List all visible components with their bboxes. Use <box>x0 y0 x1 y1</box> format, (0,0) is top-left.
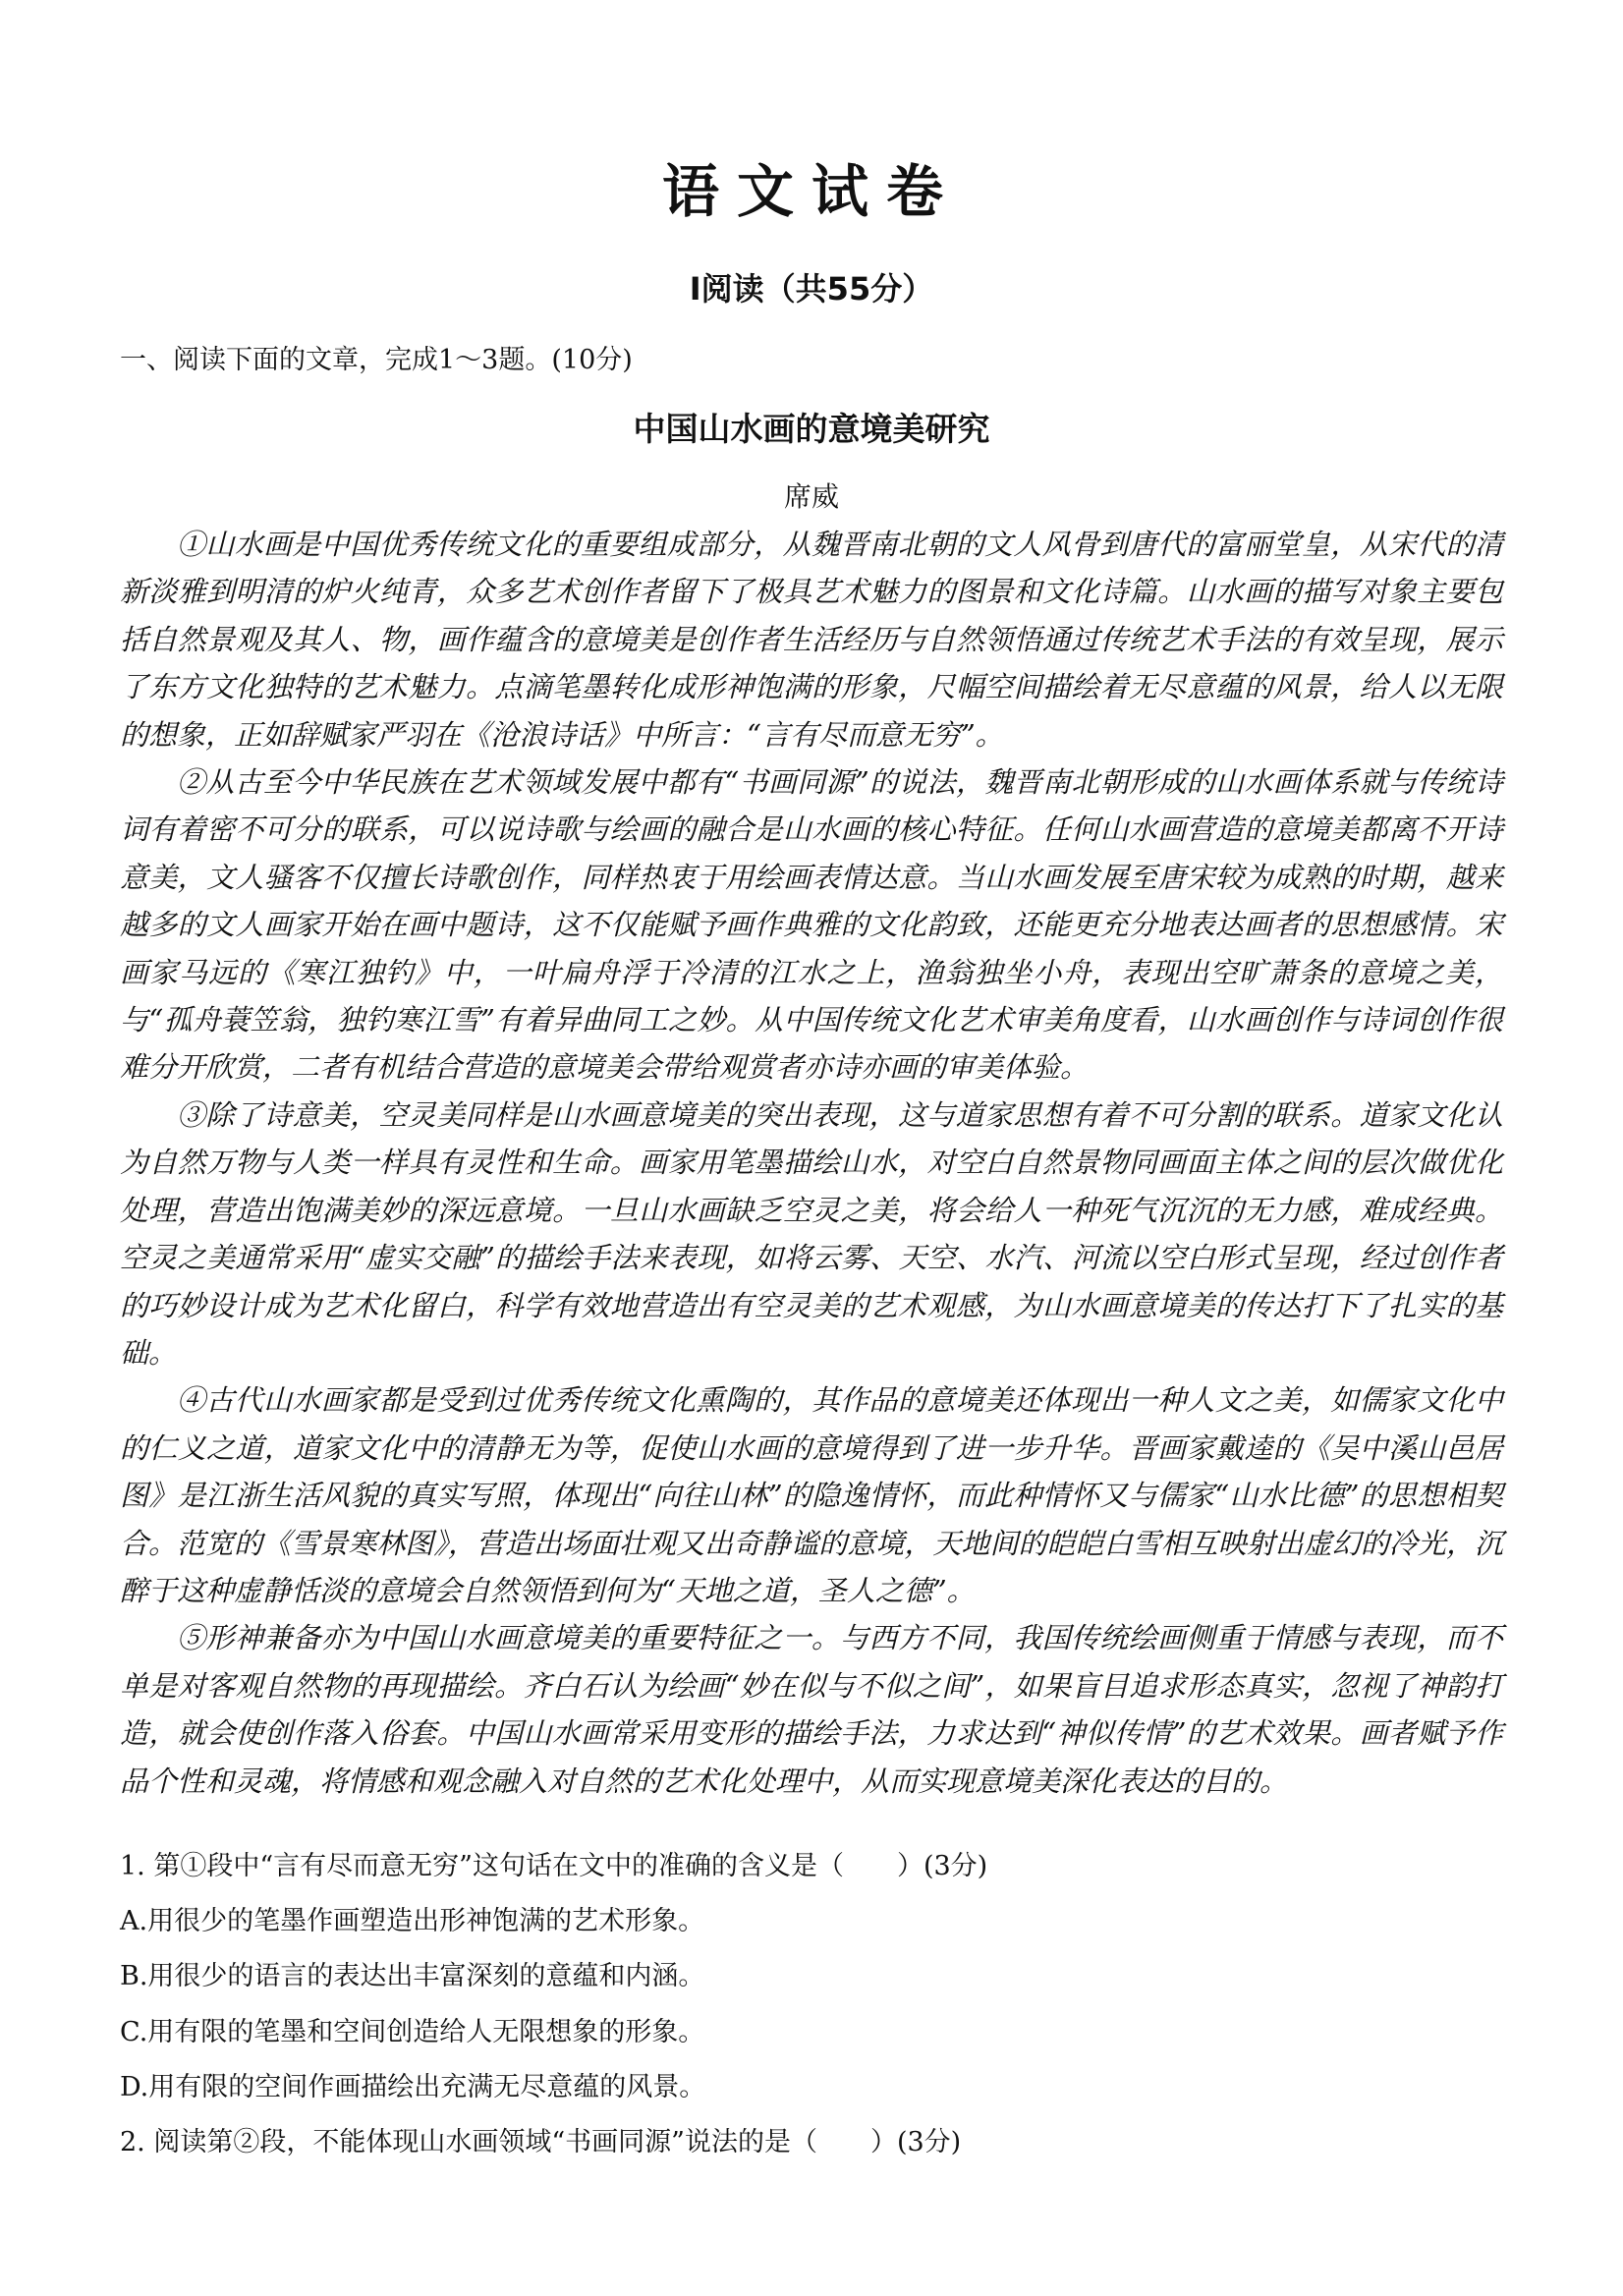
question-1-option-d: D.用有限的空间作画描绘出充满无尽意蕴的风景。 <box>120 2072 706 2102</box>
question-1-stem: 1. 第①段中“言有尽而意无穷”这句话在文中的准确的含义是（ ）(3分) <box>120 1851 988 1881</box>
question-1-option-a: A.用很少的笔墨作画塑造出形神饱满的艺术形象。 <box>120 1906 705 1936</box>
article-paragraph-4: ④古代山水画家都是受到过优秀传统文化熏陶的，其作品的意境美还体现出一种人文之美，如儒家文化中的仁义之道，道家文化中的清静无为等，促使山水画的意境得到了进一步升华。晋画家戴逵的《吴中溪山邑居图》是江浙生活风貌的真实写照，体现出“向往山林”的隐逸情怀，而此种情怀又与儒家“山水比德”的思想相契合。范宽的《雪景寒林图》，营造出场面壮观又出奇静谧的意境，天地间的皑皑白雪相互映射出虚幻的冷光，沉醉于这种虚静恬淡的意境会自然领悟到何为“天地之道，圣人之德”。 <box>120 1383 1503 1607</box>
article-author: 席威 <box>783 480 839 513</box>
question-1-option-c: C.用有限的笔墨和空间创造给人无限想象的形象。 <box>120 2017 705 2047</box>
article-paragraph-1: ①山水画是中国优秀传统文化的重要组成部分，从魏晋南北朝的文人风骨到唐代的富丽堂皇，从宋代的清新淡雅到明清的炉火纯青，众多艺术创作者留下了极具艺术魅力的图景和文化诗篇。山水画的描写对象主要包括自然景观及其人、物，画作蕴含的意境美是创作者生活经历与自然领悟通过传统艺术手法的有效呈现，展示了东方文化独特的艺术魅力。点滴笔墨转化成形神饱满的形象，尺幅空间描绘着无尽意蕴的风景，给人以无限的想象，正如辞赋家严羽在《沧浪诗话》中所言：“言有尽而意无穷”。 <box>120 528 1503 752</box>
article-paragraph-3: ③除了诗意美，空灵美同样是山水画意境美的突出表现，这与道家思想有着不可分割的联系。道家文化认为自然万物与人类一样具有灵性和生命。画家用笔墨描绘山水，对空白自然景物同画面主体之间的层次做优化处理，营造出饱满美妙的深远意境。一旦山水画缺乏空灵之美，将会给人一种死气沉沉的无力感，难成经典。空灵之美通常采用“虚实交融”的描绘手法来表现，如将云雾、天空、水汽、河流以空白形式呈现，经过创作者的巧妙设计成为艺术化留白，科学有效地营造出有空灵美的艺术观感，为山水画意境美的传达打下了扎实的基础。 <box>120 1097 1503 1370</box>
question-1-option-b: B.用很少的语言的表达出丰富深刻的意蕴和内涵。 <box>120 1961 705 1991</box>
article-body <box>120 521 1503 1805</box>
question-2-stem: 2. 阅读第②段，不能体现山水画领域“书画同源”说法的是（ ）(3分) <box>120 2127 962 2157</box>
article-paragraph-2: ②从古至今中华民族在艺术领域发展中都有“书画同源”的说法，魏晋南北朝形成的山水画体系就与传统诗词有着密不可分的联系，可以说诗歌与绘画的融合是山水画的核心特征。任何山水画营造的意境美都离不开诗意美，文人骚客不仅擅长诗歌创作，同样热衷于用绘画表情达意。当山水画发展至唐宋较为成熟的时期，越来越多的文人画家开始在画中题诗，这不仅能赋予画作典雅的文化韵致，还能更充分地表达画者的思想感情。宋画家马远的《寒江独钓》中，一叶扁舟浮于冷清的江水之上，渔翁独坐小舟，表现出空旷萧条的意境之美，与“孤舟蓑笠翁，独钓寒江雪”有着异曲同工之妙。从中国传统文化艺术审美角度看，山水画创作与诗词创作很难分开欣赏，二者有机结合营造的意境美会带给观赏者亦诗亦画的审美体验。 <box>120 765 1503 1085</box>
article-paragraph-5: ⑤形神兼备亦为中国山水画意境美的重要特征之一。与西方不同，我国传统绘画侧重于情感与表现，而不单是对客观自然物的再现描绘。齐白石认为绘画“妙在似与不似之间”，如果盲目追求形态真实，忽视了神韵打造，就会使创作落入俗套。中国山水画常采用变形的描绘手法，力求达到“神似传情”的艺术效果。画者赋予作品个性和灵魂，将情感和观念融入对自然的艺术化处理中，从而实现意境美深化表达的目的。 <box>120 1621 1503 1798</box>
section-instruction: 一、阅读下面的文章，完成1～3题。(10分) <box>120 345 633 375</box>
section-title: Ⅰ阅读（共55分） <box>689 270 934 308</box>
article-title: 中国山水画的意境美研究 <box>633 410 990 448</box>
exam-title: 语文试卷 <box>661 158 961 225</box>
